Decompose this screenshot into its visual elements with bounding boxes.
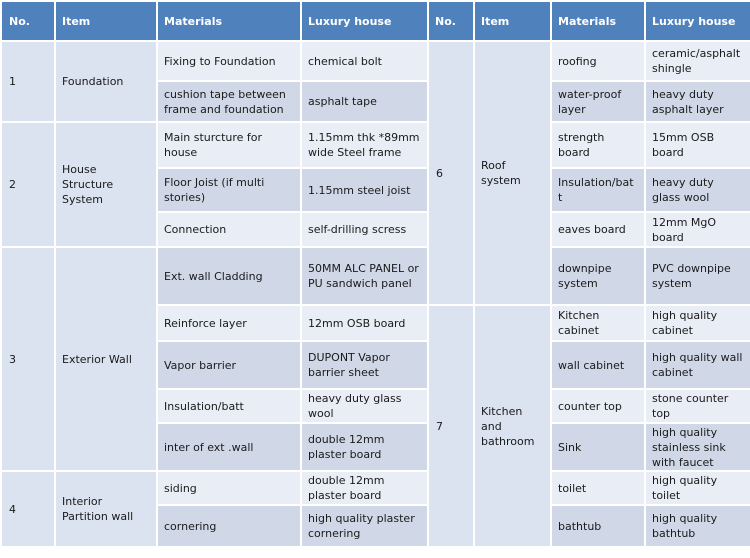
luxury-cell: double 12mm plaster board [301,471,428,505]
group-item: Interior Partition wall [55,471,157,547]
group-item: Foundation [55,41,157,122]
material-cell: siding [157,471,301,505]
header-materials-2: Materials [551,1,645,41]
group-item: Exterior Wall [55,247,157,471]
material-cell-right: roofing [551,41,645,81]
material-cell: Vapor barrier [157,341,301,389]
material-cell: Floor Joist (if multi stories) [157,168,301,212]
luxury-cell-right: heavy duty glass wool [645,168,750,212]
luxury-cell: heavy duty glass wool [301,389,428,423]
material-cell: Insulation/batt [157,389,301,423]
group-no-right: 6 [428,41,474,305]
material-cell-right: bathtub [551,505,645,547]
luxury-cell: high quality plaster cornering [301,505,428,547]
luxury-cell-right: high quality toilet [645,471,750,505]
header-luxury-house-2: Luxury house [645,1,750,41]
luxury-cell-right: high quality stainless sink with faucet [645,423,750,471]
header-no: No. [1,1,55,41]
header-row [1,1,750,41]
material-cell-right: eaves board [551,212,645,247]
header-luxury-house: Luxury house [301,1,428,41]
material-cell-right: toilet [551,471,645,505]
header-materials: Materials [157,1,301,41]
group-item-right: Roof system [474,41,551,305]
group-no: 1 [1,41,55,122]
group-no: 2 [1,122,55,247]
material-cell: Reinforce layer [157,305,301,341]
luxury-cell-right: stone counter top [645,389,750,423]
material-cell-right: water-proof layer [551,81,645,122]
group-no: 3 [1,247,55,471]
material-cell-right: Insulation/bat t [551,168,645,212]
luxury-cell: self-drilling scress [301,212,428,247]
table-row [1,471,750,505]
luxury-cell-right: 12mm MgO board [645,212,750,247]
group-item: House Structure System [55,122,157,247]
luxury-cell-right: high quality wall cabinet [645,341,750,389]
material-cell-right: Sink [551,423,645,471]
luxury-cell: 12mm OSB board [301,305,428,341]
luxury-cell: chemical bolt [301,41,428,81]
header-item: Item [55,1,157,41]
luxury-cell-right: high quality bathtub [645,505,750,547]
group-no-right: 7 [428,305,474,547]
material-cell: Connection [157,212,301,247]
material-cell: Fixing to Foundation [157,41,301,81]
luxury-cell: DUPONT Vapor barrier sheet [301,341,428,389]
luxury-cell-right: PVC downpipe system [645,247,750,305]
luxury-cell: double 12mm plaster board [301,423,428,471]
material-cell-right: wall cabinet [551,341,645,389]
header-item-2: Item [474,1,551,41]
material-cell: Main sturcture for house [157,122,301,168]
luxury-cell-right: ceramic/asphalt shingle [645,41,750,81]
material-cell: Ext. wall Cladding [157,247,301,305]
material-cell: cushion tape between frame and foundation [157,81,301,122]
luxury-cell-right: high quality cabinet [645,305,750,341]
header-no-2: No. [428,1,474,41]
luxury-cell-right: 15mm OSB board [645,122,750,168]
luxury-cell: 1.15mm steel joist [301,168,428,212]
material-cell-right: counter top [551,389,645,423]
table-row [1,247,750,305]
table-row [1,41,750,81]
table-row [1,122,750,168]
material-cell: cornering [157,505,301,547]
group-item-right: Kitchen and bathroom [474,305,551,547]
material-cell: inter of ext .wall [157,423,301,471]
luxury-cell: asphalt tape [301,81,428,122]
material-cell-right: Kitchen cabinet [551,305,645,341]
luxury-cell-right: heavy duty asphalt layer [645,81,750,122]
group-no: 4 [1,471,55,547]
luxury-cell: 1.15mm thk *89mm wide Steel frame [301,122,428,168]
luxury-cell: 50MM ALC PANEL or PU sandwich panel [301,247,428,305]
material-cell-right: downpipe system [551,247,645,305]
material-cell-right: strength board [551,122,645,168]
